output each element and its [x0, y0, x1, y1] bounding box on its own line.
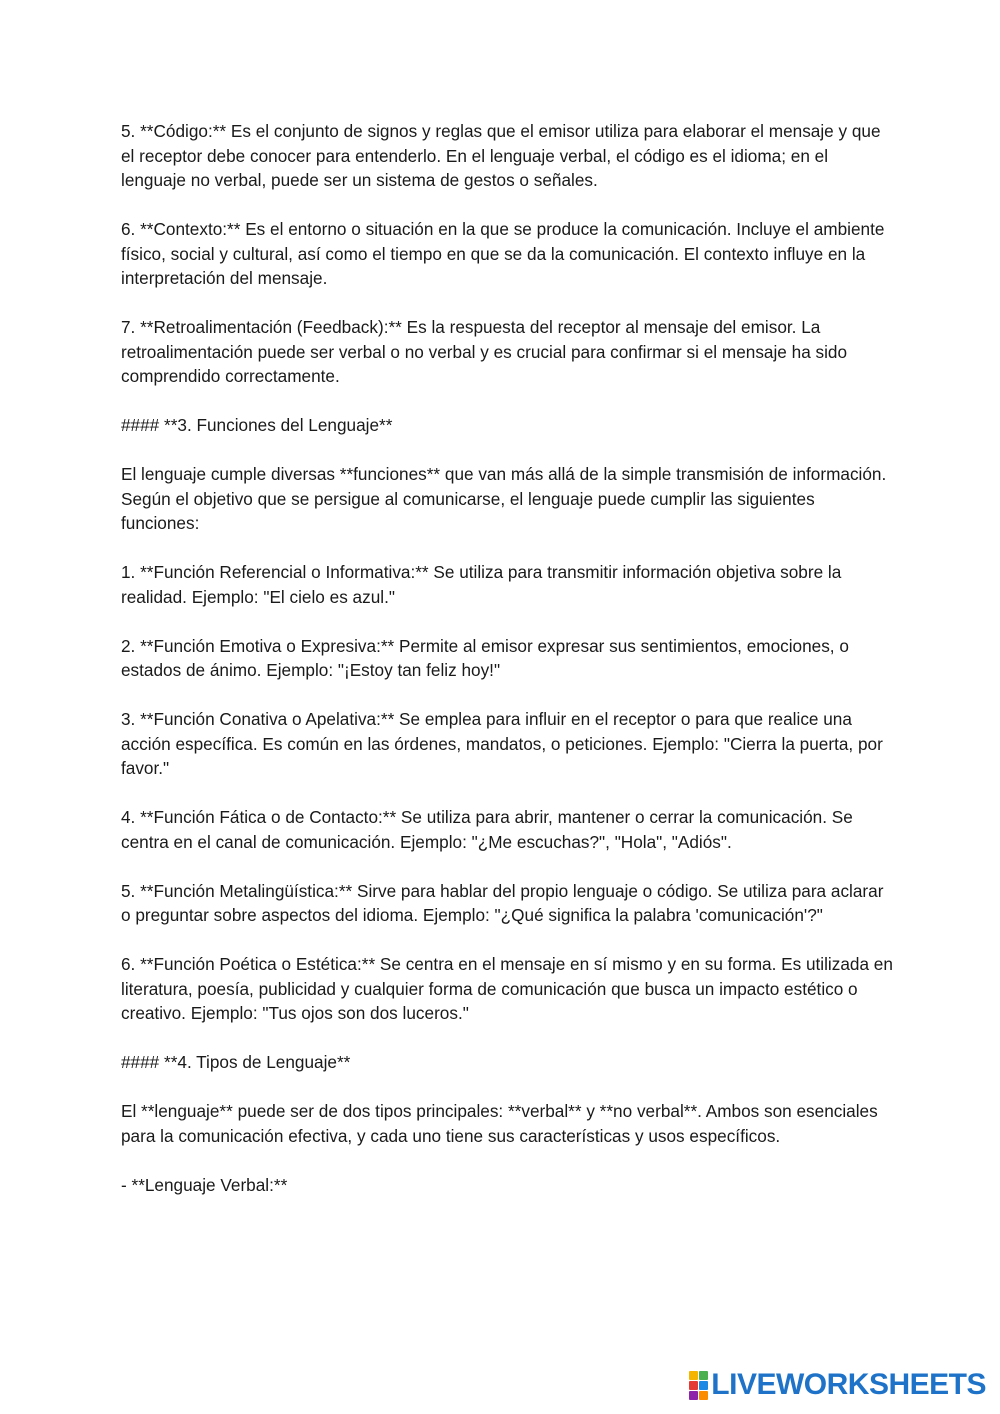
logo-square [689, 1381, 698, 1390]
heading-funciones-del-lenguaje: #### **3. Funciones del Lenguaje** [121, 415, 393, 435]
logo-square [699, 1371, 708, 1380]
logo-square [699, 1381, 708, 1390]
logo-square [689, 1371, 698, 1380]
liveworksheets-mark-icon [689, 1371, 708, 1400]
paragraph-funcion-poetica: 6. **Función Poética o Estética:** Se centra en el mensaje en sí mismo y en su forma. Es utilizada en literatura, poesía, publicidad y cualquier forma de comunicación que busca un impacto estético o creativo. Ejemplo: "Tus ojos son dos luceros." [121, 954, 893, 1023]
paragraph-funcion-emotiva: 2. **Función Emotiva o Expresiva:** Permite al emisor expresar sus sentimientos, emociones, o estados de ánimo. Ejemplo: "¡Estoy tan feliz hoy!" [121, 635, 849, 680]
paragraph-funciones-intro: El lenguaje cumple diversas **funciones** que van más allá de la simple transmisión de información. Según el objetivo que se persigue al comunicarse, el lenguaje puede cumplir las siguientes funciones: [121, 464, 887, 533]
paragraph-contexto: 6. **Contexto:** Es el entorno o situación en la que se produce la comunicación. Incluye el ambiente físico, social y cultural, así como el tiempo en que se da la comunicación. El contexto influye en la interpretación del mensaje. [121, 219, 885, 288]
paragraph-funcion-referencial: 1. **Función Referencial o Informativa:** Se utiliza para transmitir información objetiva sobre la realidad. Ejemplo: "El cielo es azul." [121, 562, 842, 607]
logo-square [699, 1391, 708, 1400]
watermark-text: LIVEWORKSHEETS [711, 1368, 986, 1401]
paragraph-funcion-conativa: 3. **Función Conativa o Apelativa:** Se emplea para influir en el receptor o para que realice una acción específica. Es común en las órdenes, mandatos, o peticiones. Ejemplo: "Cierra la puerta, por favor." [121, 709, 883, 778]
logo-square [689, 1391, 698, 1400]
list-item-lenguaje-verbal: - **Lenguaje Verbal:** [121, 1174, 288, 1195]
liveworksheets-logo [689, 1370, 986, 1400]
paragraph-funcion-metalinguistica: 5. **Función Metalingüística:** Sirve para hablar del propio lenguaje o código. Se utiliza para aclarar o preguntar sobre aspectos del idioma. Ejemplo: "¿Qué significa la palabra 'comunicación'?" [121, 880, 884, 925]
paragraph-retroalimentacion: 7. **Retroalimentación (Feedback):** Es la respuesta del receptor al mensaje del emisor. La retroalimentación puede ser verbal o no verbal y es crucial para confirmar si el mensaje ha sido comprendido correctamente. [121, 317, 848, 386]
paragraph-funcion-fatica: 4. **Función Fática o de Contacto:** Se utiliza para abrir, mantener o cerrar la comunicación. Se centra en el canal de comunicación. Ejemplo: "¿Me escuchas?", "Hola", "Adiós". [121, 807, 853, 852]
paragraph-codigo: 5. **Código:** Es el conjunto de signos y reglas que el emisor utiliza para elaborar el mensaje y que el receptor debe conocer para entenderlo. En el lenguaje verbal, el código es el idioma; en el lenguaje no verbal, puede ser un sistema de gestos o señales. [121, 121, 881, 190]
paragraph-tipos-intro: El **lenguaje** puede ser de dos tipos principales: **verbal** y **no verbal**. Ambos son esenciales para la comunicación efectiva, y cada uno tiene sus características y usos específicos. [121, 1101, 878, 1146]
heading-tipos-de-lenguaje: #### **4. Tipos de Lenguaje** [121, 1052, 351, 1072]
document-body [121, 119, 896, 1197]
